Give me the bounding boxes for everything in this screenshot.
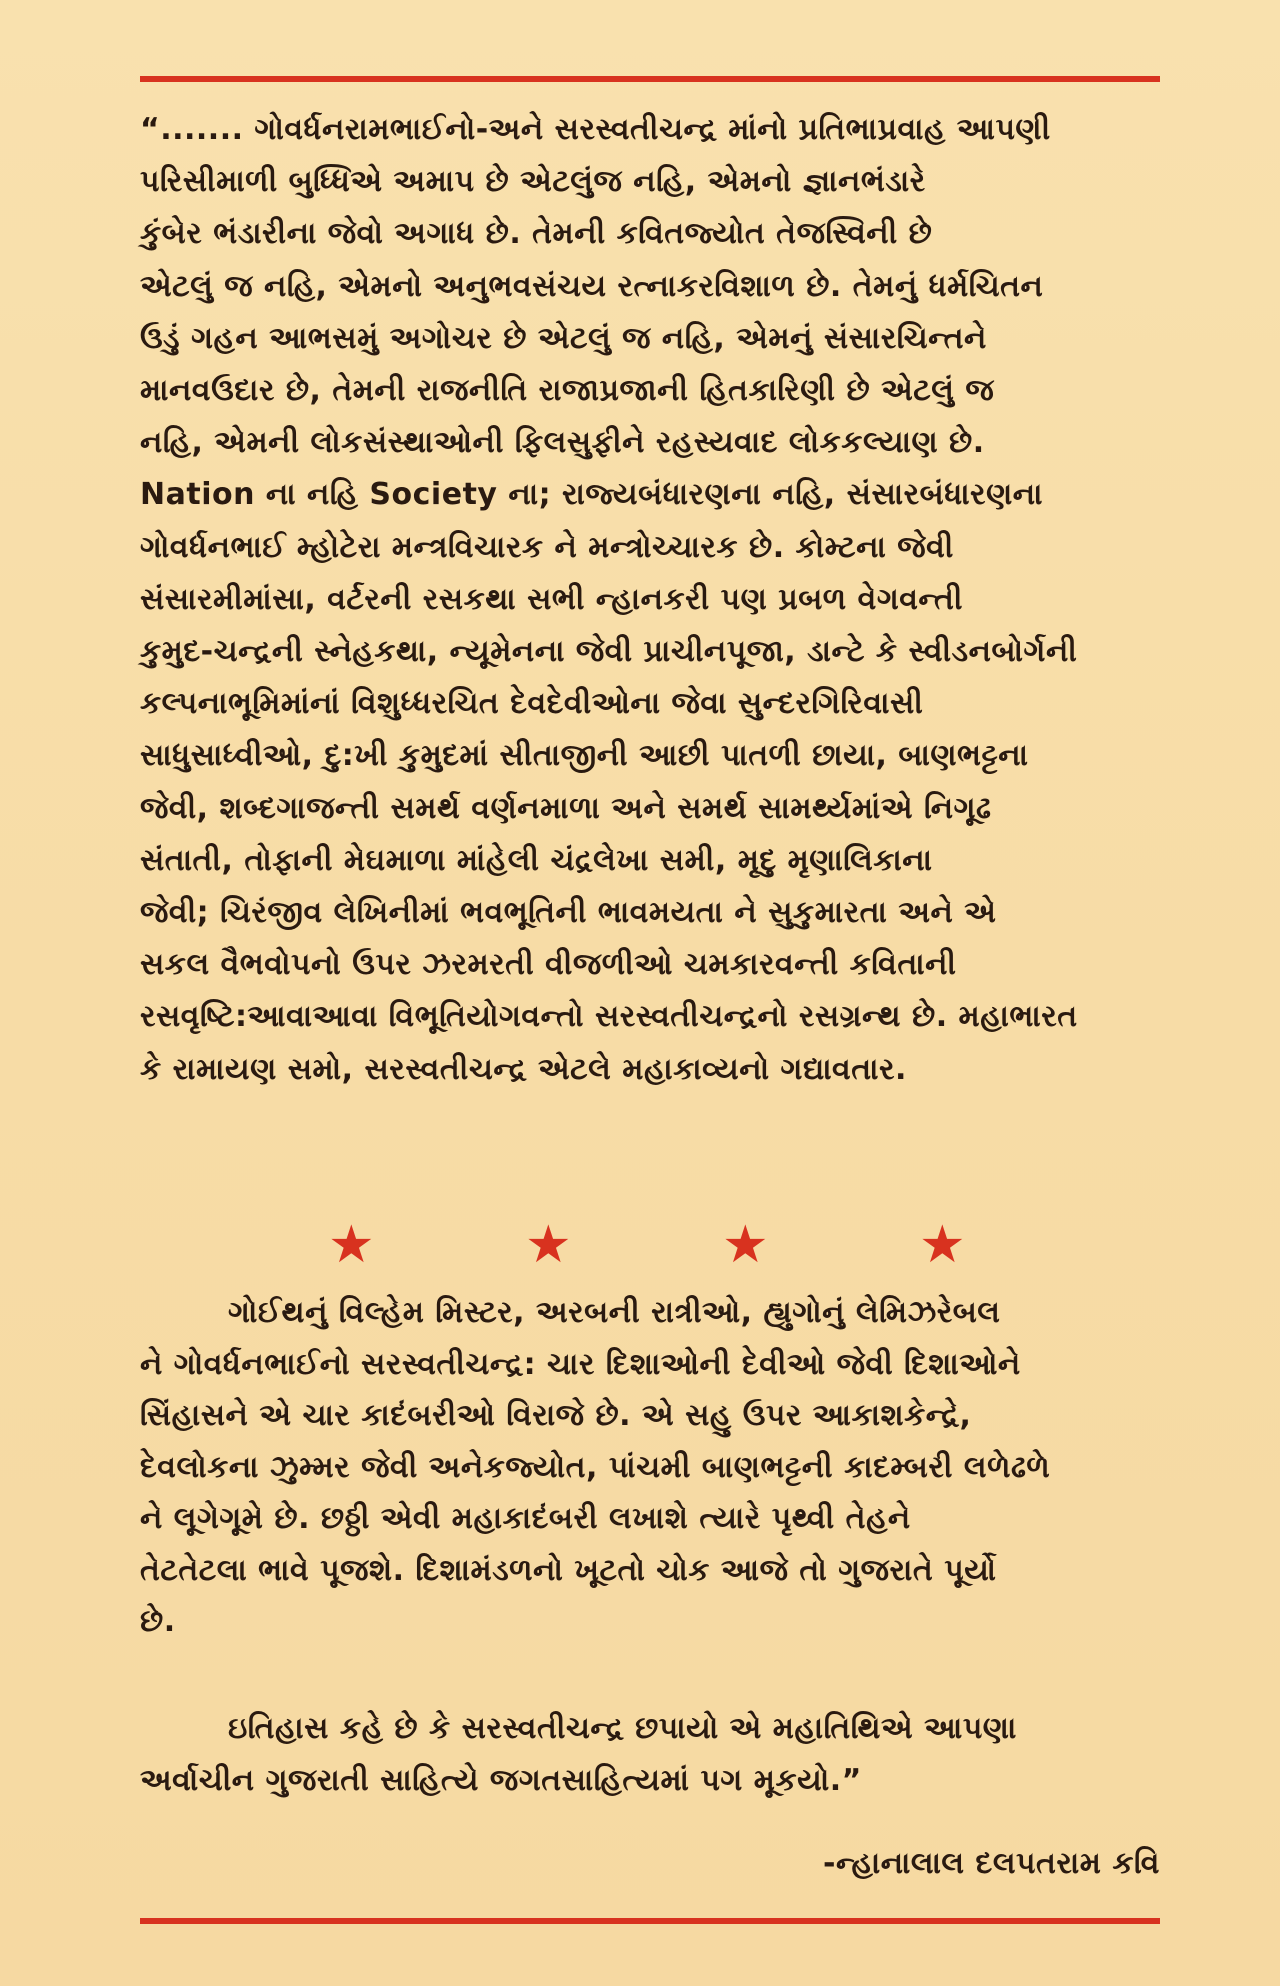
text-line: સંસારમીમાંસા, વર્ટરની રસકથા સભી ન્હાનકરી પણ પ્રબળ વેગવન્તી — [140, 581, 963, 617]
text-line: ગોવર્ધનભાઈ મ્હોટેરા મન્ત્રવિચારક ને મન્ત્રોચ્ચારક છે. કોમ્ટના જેવી — [140, 529, 954, 565]
text-line: છે. — [140, 1604, 176, 1639]
text-line: કુંબેર ભંડારીના જેવો અગાધ છે. તેમની કવિતજ્યોત તેજસ્વિની છે — [140, 216, 933, 252]
text-line: સકલ વૈભવોપનો ઉપર ઝરમરતી વીજળીઓ ચમકારવન્તી કવિતાની — [140, 947, 957, 983]
red-star-icon: ★ — [722, 1215, 769, 1275]
text-line: “....... ગોવર્ધનરામભાઈનો-અને સરસ્વતીચન્દ્ર માંનો પ્રતિભાપ્રવાહ આપણી — [140, 112, 1051, 147]
quote-paragraph-3 — [140, 1703, 1160, 1807]
text-line: ઇતિહાસ કહે છે કે સરસ્વતીચન્દ્ર છપાયો એ મહાતિથિએ આપણા — [228, 1711, 1017, 1746]
text-line: કે રામાયણ સમો, સરસ્વતીચન્દ્ર એટલે મહાકાવ્યનો ગદ્યાવતાર. — [140, 1051, 907, 1087]
text-line: અર્વાચીન ગુજરાતી સાહિત્યે જગતસાહિત્યમાં પગ મૂકયો.” — [140, 1763, 862, 1798]
red-star-icon: ★ — [328, 1215, 375, 1275]
text-line: જેવી; ચિરંજીવ લેખિનીમાં ભવભૂતિની ભાવમયતા ને સુકુમારતા અને એ — [140, 895, 997, 931]
text-line: ઉડું ગહન આભસમું અગોચર છે એટલું જ નહિ, એમનું સંસારચિન્તને — [140, 320, 987, 356]
red-star-icon: ★ — [525, 1215, 572, 1275]
text-line: તેટતેટલા ભાવે પૂજશે. દિશામંડળનો ખૂટતો ચોક આજે તો ગુજરાતે પૂર્યો — [140, 1552, 997, 1588]
text-line: ને ગોવર્ધનભાઈનો સરસ્વતીચન્દ્ર: ચાર દિશાઓની દેવીઓ જેવી દિશાઓને — [140, 1346, 1021, 1382]
text-line: રસવૃષ્ટિ:આવાઆવા વિભૂતિયોગવન્તો સરસ્વતીચન્દ્રનો રસગ્રન્થ છે. મહાભારત — [140, 999, 1078, 1035]
text-line: સંતાતી, તોફાની મેઘમાળા માંહેલી ચંદ્રલેખા સમી, મૃદુ મૃણાલિકાના — [140, 842, 933, 878]
text-line: એટલું જ નહિ, એમનો અનુભવસંચય રત્નાકરવિશાળ છે. તેમનું ધર્મચિતન — [140, 268, 1044, 304]
text-line: કુમુદ-ચન્દ્રની સ્નેહકથા, ન્યૂમેનના જેવી પ્રાચીનપૂજા, ડાન્ટે કે સ્વીડનબોર્ગની — [140, 634, 1078, 670]
text-line: ને લૂગેગૂમે છે. છઠ્ઠી એવી મહાકાદંબરી લખાશે ત્યારે પૃથ્વી તેહને — [140, 1501, 911, 1536]
text-line: કલ્પનાભૂમિમાંનાં વિશુધ્ધરચિત દેવદેવીઓના જેવા સુન્દરગિરિવાસી — [140, 686, 924, 722]
quote-paragraph-2 — [140, 1287, 1160, 1648]
text-line: ગોઈથનું વિલ્હેમ મિસ્ટર, અરબની રાત્રીઓ, હ્યુગોનું લેમિઝરેબલ — [228, 1295, 1001, 1330]
text-line: નહિ, એમની લોકસંસ્થાઓની ફિલસુફીને રહસ્યવાદ લોકકલ્યાણ છે. — [140, 425, 985, 461]
text-line: પરિસીમાળી બુધ્ધિએ અમાપ છે એટલુંજ નહિ, એમનો જ્ઞાનભંડારે — [140, 164, 926, 200]
star-separator — [140, 1215, 1160, 1275]
text-line: સાધુસાધ્વીઓ, દુ:ખી કુમુદમાં સીતાજીની આછી પાતળી છાયા, બાણભટ્ટના — [140, 738, 1029, 774]
bottom-red-rule — [140, 1918, 1160, 1924]
text-line: Nation ના નહિ Society ના; રાજ્યબંધારણના નહિ, સંસારબંધારણના — [140, 477, 1043, 513]
red-star-icon: ★ — [919, 1215, 966, 1275]
top-red-rule — [140, 76, 1160, 82]
text-line: દેવલોકના ઝુમ્મર જેવી અનેકજ્યોત, પાંચમી બાણભટ્ટની કાદમ્બરી લળેઢળે — [140, 1449, 1051, 1485]
text-line: જેવી, શબ્દગાજન્તી સમર્થ વર્ણનમાળા અને સમર્થ સામર્થ્યમાંએ નિગૂઢ — [140, 790, 992, 826]
text-line: માનવઉદાર છે, તેમની રાજનીતિ રાજાપ્રજાની હિતકારિણી છે એટલું જ — [140, 373, 995, 409]
author-signature: -ન્હાનાલાલ દલપતરામ કવિ — [823, 1846, 1160, 1881]
text-line: સિંહાસને એ ચાર કાદંબરીઓ વિરાજે છે. એ સહુ ઉપર આકાશકેન્દ્રે, — [140, 1398, 972, 1433]
quote-paragraph-1 — [140, 104, 1160, 1096]
